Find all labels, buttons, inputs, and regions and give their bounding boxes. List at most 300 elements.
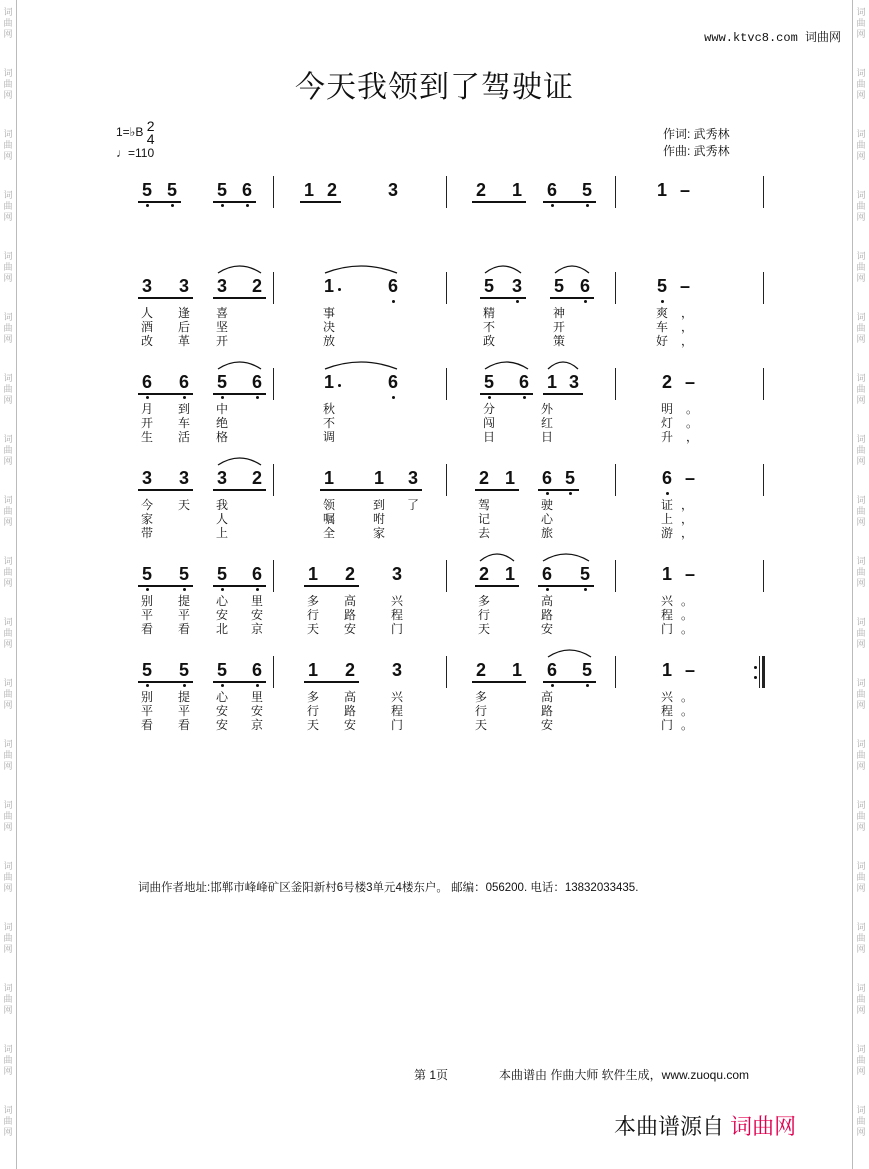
watermark-char: 词 — [3, 984, 13, 994]
lyric-char: 月 — [140, 402, 153, 416]
watermark-char: 词 — [856, 801, 866, 811]
score-row — [118, 560, 768, 640]
lyric-char: 人 — [215, 512, 228, 526]
note: 2 — [661, 372, 672, 392]
beat-underline — [138, 585, 193, 587]
lyric-column — [539, 402, 555, 444]
watermark-char: 词 — [3, 130, 13, 140]
beat-underline — [213, 201, 256, 203]
bar-line — [446, 656, 447, 688]
note: 3 — [178, 468, 189, 488]
lyric-column — [321, 498, 337, 540]
watermark-char: 网 — [856, 518, 866, 528]
watermark-char: 词 — [856, 679, 866, 689]
low-octave-dot — [546, 588, 549, 591]
watermark-char: 曲 — [3, 80, 13, 90]
lyric-char: 。 — [685, 416, 698, 430]
watermark-char: 曲 — [856, 141, 866, 151]
watermark-char: 网 — [3, 1006, 13, 1016]
note: 1 — [511, 180, 522, 200]
lyric-char: 行 — [477, 608, 490, 622]
slur — [484, 358, 529, 370]
lyric-char: ， — [680, 320, 693, 334]
lyric-char: 看 — [177, 718, 190, 732]
watermark-char: 曲 — [856, 873, 866, 883]
note: 5 — [564, 468, 575, 488]
bar-line — [273, 176, 274, 208]
watermark-char: 网 — [3, 30, 13, 40]
lyric-char: 门 — [390, 718, 403, 732]
lyric-char: 。 — [680, 622, 693, 636]
slur — [554, 262, 590, 274]
lyric-char: 里 — [250, 594, 263, 608]
lyric-column — [214, 306, 230, 348]
lyric-char: 格 — [215, 430, 228, 444]
watermark-mark — [1, 862, 15, 895]
low-octave-dot — [183, 588, 186, 591]
low-octave-dot — [221, 396, 224, 399]
lyric-column — [139, 594, 155, 636]
note: 5 — [216, 372, 227, 392]
lyric-char: 兴 — [660, 690, 673, 704]
lyric-char: 心 — [215, 594, 228, 608]
score-row — [118, 176, 768, 256]
watermark-char: 曲 — [856, 385, 866, 395]
slur — [542, 550, 590, 562]
note: 2 — [475, 180, 486, 200]
watermark-char: 词 — [3, 374, 13, 384]
watermark-char: 曲 — [3, 19, 13, 29]
watermark-char: 词 — [3, 8, 13, 18]
lyric-char: 咐 — [372, 512, 385, 526]
watermark-char: 曲 — [3, 751, 13, 761]
watermark-mark — [854, 374, 868, 407]
watermark-char: 网 — [856, 1067, 866, 1077]
lyric-char: 日 — [482, 430, 495, 444]
lyric-column — [684, 402, 700, 444]
page-number: 第 1页 — [414, 1068, 449, 1082]
credits — [663, 126, 730, 160]
watermark-char: 曲 — [856, 995, 866, 1005]
lyric-char: 别 — [140, 690, 153, 704]
lyric-char: 心 — [540, 512, 553, 526]
watermark-mark — [854, 191, 868, 224]
note: 5 — [216, 180, 227, 200]
watermark-char: 词 — [856, 1045, 866, 1055]
lyric-column — [176, 594, 192, 636]
lyric-char: 多 — [474, 690, 487, 704]
lyric-column — [321, 306, 337, 348]
lyric-char: 行 — [474, 704, 487, 718]
watermark-char: 曲 — [3, 263, 13, 273]
lyric-char: 策 — [552, 334, 565, 348]
lyric-char: 领 — [322, 498, 335, 512]
bar-line — [446, 176, 447, 208]
low-octave-dot — [584, 588, 587, 591]
lyric-char: 别 — [140, 594, 153, 608]
lyric-char: 带 — [140, 526, 153, 540]
watermark-char: 词 — [856, 313, 866, 323]
watermark-char: 词 — [3, 557, 13, 567]
slur — [547, 358, 579, 370]
watermark-mark — [854, 618, 868, 651]
lyric-char: 兴 — [390, 690, 403, 704]
lyric-column — [679, 498, 695, 540]
lyric-column — [176, 402, 192, 444]
note: 1 — [303, 180, 314, 200]
note: 1 — [511, 660, 522, 680]
watermark-char: 曲 — [3, 1117, 13, 1127]
watermark-char: 曲 — [856, 80, 866, 90]
lyric-char: 安 — [250, 608, 263, 622]
lyric-char: 看 — [177, 622, 190, 636]
score-row — [118, 272, 768, 352]
low-octave-dot — [146, 684, 149, 687]
slur — [324, 262, 398, 274]
lyric-column — [176, 306, 192, 348]
lyric-char: 证 — [660, 498, 673, 512]
watermark-char: 词 — [3, 313, 13, 323]
lyric-char: 提 — [177, 690, 190, 704]
bar-line — [763, 176, 764, 208]
watermark-char: 词 — [856, 923, 866, 933]
lyric-char: 京 — [250, 718, 263, 732]
watermark-mark — [1, 130, 15, 163]
bar-line — [446, 272, 447, 304]
lyric-char: 改 — [140, 334, 153, 348]
bar-line — [763, 560, 764, 592]
watermark-char: 曲 — [856, 934, 866, 944]
lyric-char: 天 — [177, 498, 190, 512]
lyric-char: 不 — [482, 320, 495, 334]
note: 3 — [391, 564, 402, 584]
watermark-char: 曲 — [3, 507, 13, 517]
watermark-char: 曲 — [3, 202, 13, 212]
watermark-mark — [1, 1106, 15, 1139]
note: 6 — [541, 468, 552, 488]
lyric-char: 家 — [372, 526, 385, 540]
watermark-char: 曲 — [856, 1117, 866, 1127]
low-octave-dot — [221, 588, 224, 591]
watermark-char: 网 — [856, 640, 866, 650]
lyric-column — [389, 594, 405, 636]
lyric-column — [405, 498, 421, 540]
lyric-char: 逢 — [177, 306, 190, 320]
note: 5 — [178, 660, 189, 680]
lyric-char: 旅 — [540, 526, 553, 540]
lyric-column — [139, 690, 155, 732]
watermark-char: 曲 — [856, 446, 866, 456]
low-octave-dot — [221, 684, 224, 687]
watermark-mark — [1, 679, 15, 712]
lyric-char: 到 — [372, 498, 385, 512]
low-octave-dot — [246, 204, 249, 207]
note: 5 — [581, 660, 592, 680]
note: – — [684, 468, 695, 488]
note: 1 — [504, 564, 515, 584]
slur — [547, 646, 592, 658]
lyric-char: 安 — [343, 718, 356, 732]
lyric-char: 程 — [390, 608, 403, 622]
watermark-char: 网 — [3, 762, 13, 772]
lyric-char: 程 — [660, 608, 673, 622]
lyric-char: 天 — [306, 718, 319, 732]
watermark-char: 曲 — [3, 812, 13, 822]
lyric-char: ， — [685, 430, 698, 444]
watermark-char: 曲 — [856, 507, 866, 517]
lyric-column — [321, 402, 337, 444]
watermark-mark — [1, 374, 15, 407]
lyric-column — [214, 594, 230, 636]
low-octave-dot — [146, 204, 149, 207]
note: 2 — [478, 468, 489, 488]
lyric-char: 行 — [306, 608, 319, 622]
beat-underline — [475, 489, 519, 491]
beat-underline — [213, 585, 266, 587]
watermark-mark — [854, 435, 868, 468]
beat-underline — [538, 489, 579, 491]
lyric-column — [539, 498, 555, 540]
score-row — [118, 656, 768, 736]
lyric-char: 看 — [140, 718, 153, 732]
watermark-mark — [1, 496, 15, 529]
watermark-char: 网 — [3, 91, 13, 101]
watermark-mark — [854, 252, 868, 285]
lyric-char: 。 — [680, 718, 693, 732]
note: 2 — [251, 276, 262, 296]
lyric-column — [389, 690, 405, 732]
note: 1 — [661, 564, 672, 584]
watermark-char: 网 — [856, 701, 866, 711]
watermark-mark — [1, 1045, 15, 1078]
watermark-mark — [1, 313, 15, 346]
watermark-char: 词 — [856, 252, 866, 262]
watermark-char: 网 — [3, 579, 13, 589]
bar-line — [763, 272, 764, 304]
bar-line — [273, 560, 274, 592]
lyric-char: 路 — [540, 704, 553, 718]
watermark-char: 曲 — [3, 995, 13, 1005]
note: 5 — [656, 276, 667, 296]
watermark-char: 网 — [3, 335, 13, 345]
low-octave-dot — [183, 684, 186, 687]
lyric-char: 到 — [177, 402, 190, 416]
source-site[interactable]: 词曲网 — [730, 1114, 797, 1139]
note: 6 — [387, 276, 398, 296]
note: 6 — [141, 372, 152, 392]
beat-underline — [213, 489, 266, 491]
note: 6 — [251, 660, 262, 680]
note: 5 — [216, 564, 227, 584]
watermark-char: 词 — [3, 923, 13, 933]
watermark-char: 词 — [3, 862, 13, 872]
watermark-mark — [1, 557, 15, 590]
watermark-char: 网 — [3, 640, 13, 650]
slur — [484, 262, 522, 274]
low-octave-dot — [392, 300, 395, 303]
watermark-mark — [1, 191, 15, 224]
key-signature — [116, 120, 155, 160]
watermark-mark — [854, 1106, 868, 1139]
beat-underline — [138, 489, 193, 491]
repeat-bar-thick — [762, 656, 765, 688]
watermark-char: 曲 — [3, 446, 13, 456]
lyric-column — [249, 690, 265, 732]
note: 6 — [387, 372, 398, 392]
watermark-char: 词 — [856, 862, 866, 872]
note: – — [684, 372, 695, 392]
lyric-char: 决 — [322, 320, 335, 334]
watermark-mark — [854, 8, 868, 41]
note: 5 — [553, 276, 564, 296]
note: 5 — [483, 276, 494, 296]
lyric-char: 高 — [540, 690, 553, 704]
lyric-char: 兴 — [660, 594, 673, 608]
watermark-char: 词 — [3, 496, 13, 506]
slur — [324, 358, 398, 370]
lyric-char: 灯 — [660, 416, 673, 430]
lyric-char: 爽 — [655, 306, 668, 320]
lyric-char: 今 — [140, 498, 153, 512]
lyric-char: 心 — [215, 690, 228, 704]
lyric-char: 天 — [306, 622, 319, 636]
watermark-char: 曲 — [856, 1056, 866, 1066]
lyric-column — [139, 306, 155, 348]
note: 1 — [323, 276, 334, 296]
repeat-dot — [754, 676, 757, 679]
lyric-char: 神 — [552, 306, 565, 320]
watermark-char: 网 — [3, 701, 13, 711]
low-octave-dot — [146, 588, 149, 591]
lyric-char: 门 — [660, 622, 673, 636]
site-header[interactable]: www.ktvc8.com 词曲网 — [704, 31, 841, 45]
lyric-char: 日 — [540, 430, 553, 444]
lyric-char: 不 — [322, 416, 335, 430]
watermark-char: 词 — [3, 191, 13, 201]
watermark-char: 网 — [856, 579, 866, 589]
low-octave-dot — [392, 396, 395, 399]
time-bottom: 4 — [146, 131, 155, 147]
note: – — [679, 180, 690, 200]
watermark-char: 网 — [3, 1128, 13, 1138]
lyric-char — [176, 512, 192, 526]
lyric-char: 后 — [177, 320, 190, 334]
lyric-char: 提 — [177, 594, 190, 608]
low-octave-dot — [661, 300, 664, 303]
watermark-char: 词 — [856, 130, 866, 140]
lyric-char: 上 — [215, 526, 228, 540]
note: 6 — [579, 276, 590, 296]
lyric-column — [139, 402, 155, 444]
note: 6 — [661, 468, 672, 488]
slur — [217, 454, 262, 466]
lyric-char: 精 — [482, 306, 495, 320]
watermark-char: 网 — [856, 457, 866, 467]
lyric-char: 。 — [680, 704, 693, 718]
note: 2 — [251, 468, 262, 488]
lyric-column — [679, 306, 695, 348]
bar-line — [615, 656, 616, 688]
watermark-char: 网 — [856, 823, 866, 833]
watermark-char: 词 — [856, 984, 866, 994]
note: 3 — [216, 276, 227, 296]
watermark-char: 词 — [856, 69, 866, 79]
watermark-char: 网 — [3, 152, 13, 162]
watermark-char: 词 — [3, 801, 13, 811]
tempo-mark: ♩=110 — [116, 146, 155, 160]
lyric-column — [305, 690, 321, 732]
lyric-char — [176, 526, 192, 540]
note: 1 — [323, 372, 334, 392]
bar-line — [273, 464, 274, 496]
note: 6 — [251, 372, 262, 392]
lyric-char: 高 — [343, 690, 356, 704]
watermark-char: 网 — [856, 1128, 866, 1138]
lyric-column — [659, 690, 675, 732]
watermark-char: 词 — [3, 69, 13, 79]
lyric-char: 嘱 — [322, 512, 335, 526]
lyric-char: 调 — [322, 430, 335, 444]
lyric-column — [249, 594, 265, 636]
watermark-char: 网 — [856, 91, 866, 101]
lyric-char: ， — [680, 526, 693, 540]
watermark-char: 网 — [3, 518, 13, 528]
lyric-char: 。 — [685, 402, 698, 416]
note: 1 — [307, 660, 318, 680]
note: 1 — [373, 468, 384, 488]
augmentation-dot — [338, 384, 341, 387]
note: 6 — [546, 180, 557, 200]
lyric-char: 放 — [322, 334, 335, 348]
lyric-char: ， — [680, 498, 693, 512]
watermark-char: 词 — [3, 740, 13, 750]
lyric-char: 平 — [140, 704, 153, 718]
watermark-char: 曲 — [856, 324, 866, 334]
lyric-char: 高 — [540, 594, 553, 608]
lyric-char: 家 — [140, 512, 153, 526]
lyric-column — [481, 306, 497, 348]
beat-underline — [543, 393, 583, 395]
note: 3 — [387, 180, 398, 200]
author-address: 词曲作者地址:邯郸市峰峰矿区釜阳新村6号楼3单元4楼东户。 邮编：056200. 电话：13832033435. — [138, 882, 639, 894]
watermark-char: 词 — [856, 557, 866, 567]
note: 1 — [307, 564, 318, 584]
note: 5 — [141, 660, 152, 680]
watermark-char: 词 — [3, 1106, 13, 1116]
lyric-char: 门 — [660, 718, 673, 732]
watermark-char: 曲 — [3, 141, 13, 151]
watermark-char: 曲 — [3, 568, 13, 578]
low-octave-dot — [183, 396, 186, 399]
watermark-char: 曲 — [856, 629, 866, 639]
note: 3 — [141, 468, 152, 488]
bar-line — [615, 176, 616, 208]
beat-underline — [472, 201, 526, 203]
bar-line — [446, 560, 447, 592]
source-credit — [614, 1110, 796, 1141]
low-octave-dot — [546, 492, 549, 495]
lyric-char: 全 — [322, 526, 335, 540]
lyric-char: 多 — [306, 690, 319, 704]
lyric-column — [476, 594, 492, 636]
lyric-char: 京 — [250, 622, 263, 636]
note: 3 — [141, 276, 152, 296]
lyric-char: 安 — [215, 718, 228, 732]
watermark-char: 曲 — [3, 690, 13, 700]
note: 6 — [541, 564, 552, 584]
low-octave-dot — [171, 204, 174, 207]
note: 3 — [568, 372, 579, 392]
